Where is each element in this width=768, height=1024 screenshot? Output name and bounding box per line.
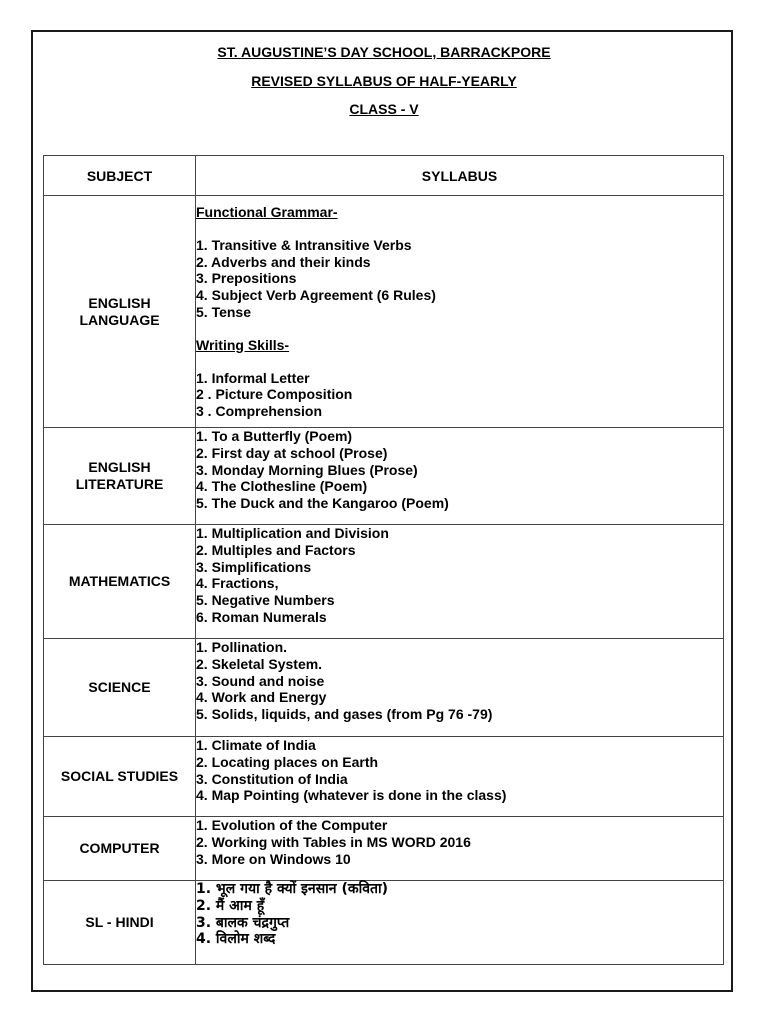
syllabus-cell [196, 428, 724, 525]
table-row-computer [44, 817, 724, 881]
topic-item: 4. Fractions, [196, 575, 279, 592]
section-heading: Functional Grammar- [196, 204, 338, 220]
table-row-english-language [44, 196, 724, 428]
document-title: REVISED SYLLABUS OF HALF-YEARLY [251, 73, 517, 89]
column-header-subject: SUBJECT [44, 156, 196, 196]
subject-cell [44, 881, 196, 965]
subject-name: MATHEMATICS [68, 573, 171, 589]
topic-item: 1. Evolution of the Computer [196, 817, 388, 833]
topic-item: 4. Map Pointing (whatever is done in the class) [196, 787, 507, 804]
subject-cell [44, 196, 196, 428]
topic-item: 2. Multiples and Factors [196, 541, 356, 558]
section-heading: Writing Skills- [196, 336, 290, 353]
topic-item: 3. Monday Morning Blues (Prose) [196, 461, 418, 478]
topic-item: 2. मैं आम हूँ [196, 897, 265, 914]
topic-item: 1. Climate of India [196, 737, 316, 753]
subject-cell [44, 525, 196, 639]
topic-list [196, 817, 723, 867]
table-row-social-studies [44, 737, 724, 817]
table-header-row [44, 156, 724, 196]
topic-list [196, 525, 723, 626]
subject-cell [44, 639, 196, 737]
topic-list [196, 237, 723, 321]
syllabus-cell [196, 737, 724, 817]
table-row-sl-hindi [44, 881, 724, 965]
topic-item: 3. Constitution of India [196, 770, 348, 787]
subject-cell [44, 428, 196, 525]
syllabus-cell [196, 817, 724, 881]
topic-item: 5. Negative Numbers [196, 592, 335, 609]
syllabus-cell [196, 196, 724, 428]
topic-item: 4. Work and Energy [196, 689, 327, 706]
topic-item: 4. विलोम शब्द [196, 931, 276, 948]
topic-item: 1. Transitive & Intransitive Verbs [196, 236, 412, 253]
table-row-science [44, 639, 724, 737]
topic-item: 2. Adverbs and their kinds [196, 253, 371, 270]
topic-item: 3. More on Windows 10 [196, 850, 351, 867]
topic-item: 4. The Clothesline (Poem) [196, 478, 368, 495]
topic-list [196, 370, 723, 420]
table-row-mathematics [44, 525, 724, 639]
topic-item: 1. भूल गया है क्यों इनसान (कविता) [196, 881, 389, 897]
topic-list [196, 737, 723, 804]
topic-item: 1. To a Butterfly (Poem) [196, 428, 353, 444]
topic-item: 2. Skeletal System. [196, 655, 323, 672]
topic-item: 5. The Duck and the Kangaroo (Poem) [196, 495, 449, 512]
subject-name: ENGLISH [88, 294, 151, 311]
topic-item: 2 . Picture Composition [196, 386, 353, 403]
subject-name: COMPUTER [79, 840, 160, 856]
school-name: ST. AUGUSTINE’S DAY SCHOOL, BARRACKPORE [217, 44, 551, 60]
subject-cell [44, 817, 196, 881]
topic-item: 2. Locating places on Earth [196, 753, 379, 770]
topic-item: 1. Pollination. [196, 639, 288, 655]
topic-item: 1. Informal Letter [196, 369, 310, 386]
topic-item: 2. Working with Tables in MS WORD 2016 [196, 833, 471, 850]
topic-item: 3. Sound and noise [196, 672, 325, 689]
topic-item: 3. बालक चंद्रगुप्त [196, 914, 290, 931]
syllabus-cell [196, 881, 724, 965]
topic-list [196, 639, 723, 723]
subject-name: LITERATURE [75, 476, 164, 492]
syllabus-cell [196, 525, 724, 639]
subject-name: SL - HINDI [85, 914, 154, 930]
topic-item: 3. Simplifications [196, 558, 312, 575]
topic-item: 4. Subject Verb Agreement (6 Rules) [196, 287, 436, 304]
topic-item: 6. Roman Numerals [196, 608, 327, 625]
syllabus-table [43, 155, 724, 965]
topic-item: 5. Solids, liquids, and gases (from Pg 76 -79) [196, 706, 493, 723]
topic-item: 3 . Comprehension [196, 403, 323, 420]
column-header-syllabus: SYLLABUS [196, 156, 724, 196]
class-label: CLASS - V [349, 101, 419, 117]
subject-name: SCIENCE [88, 679, 151, 695]
subject-name: LANGUAGE [79, 311, 160, 328]
topic-item: 3. Prepositions [196, 270, 297, 287]
subject-name: SOCIAL STUDIES [60, 768, 179, 784]
syllabus-cell [196, 639, 724, 737]
topic-item: 2. First day at school (Prose) [196, 444, 388, 461]
topic-item: 5. Tense [196, 303, 251, 320]
table-row-english-literature [44, 428, 724, 525]
subject-name: ENGLISH [88, 459, 151, 475]
topic-list [196, 881, 723, 948]
topic-list [196, 428, 723, 512]
topic-item: 1. Multiplication and Division [196, 525, 389, 541]
subject-cell [44, 737, 196, 817]
